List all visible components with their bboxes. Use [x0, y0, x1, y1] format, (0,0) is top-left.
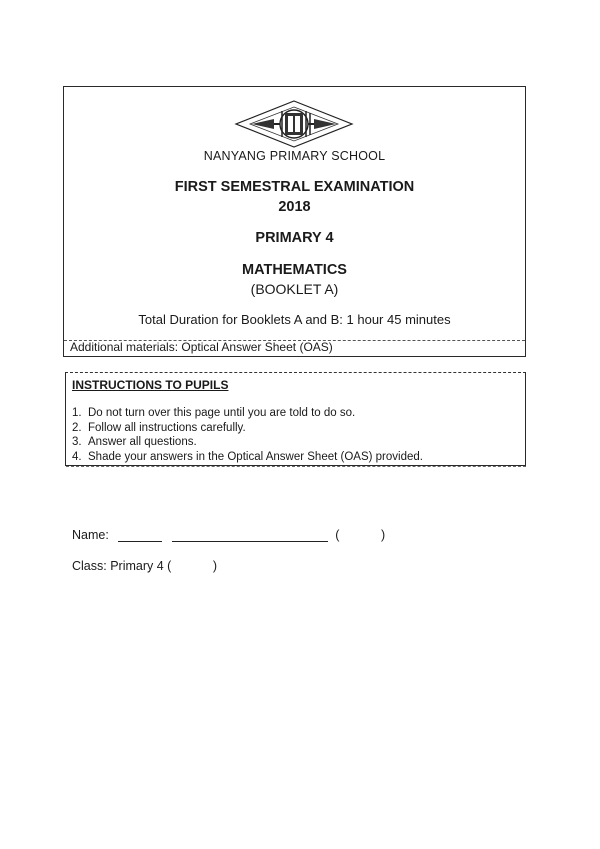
- school-crest-icon: [234, 99, 354, 149]
- class-label: Class: Primary 4 (: [72, 559, 172, 573]
- list-item: 3. Answer all questions.: [72, 436, 197, 448]
- register-number-open: (: [335, 528, 340, 542]
- name-field-row: [72, 528, 385, 542]
- name-label: Name:: [72, 528, 109, 542]
- duration-text: Total Duration for Booklets A and B: 1 hour 45 minutes: [138, 312, 451, 327]
- level-title: PRIMARY 4: [255, 230, 334, 246]
- instructions-heading: INSTRUCTIONS TO PUPILS: [72, 378, 229, 392]
- list-item: 2. Follow all instructions carefully.: [72, 421, 246, 434]
- cover-header-box: [63, 86, 526, 357]
- instructions-box: [65, 372, 526, 466]
- class-close: ): [212, 559, 217, 573]
- instructions-list: [72, 406, 423, 464]
- exam-title: FIRST SEMESTRAL EXAMINATION: [174, 179, 415, 195]
- list-item: 4. Shade your answers in the Optical Answer Sheet (OAS) provided.: [72, 450, 423, 463]
- list-item: 1. Do not turn over this page until you are told to do so.: [72, 407, 356, 419]
- exam-year: 2018: [278, 199, 311, 215]
- booklet-label: (BOOKLET A): [250, 281, 339, 297]
- divider: [66, 466, 526, 467]
- additional-materials: Additional materials: Optical Answer Sheet (OAS): [70, 340, 333, 354]
- school-name: NANYANG PRIMARY SCHOOL: [203, 149, 386, 163]
- register-number-close: ): [380, 528, 386, 542]
- subject-title: MATHEMATICS: [242, 262, 347, 278]
- name-blank-line[interactable]: [118, 529, 162, 542]
- name-blank-line[interactable]: [172, 529, 328, 542]
- class-field-row: [72, 559, 217, 573]
